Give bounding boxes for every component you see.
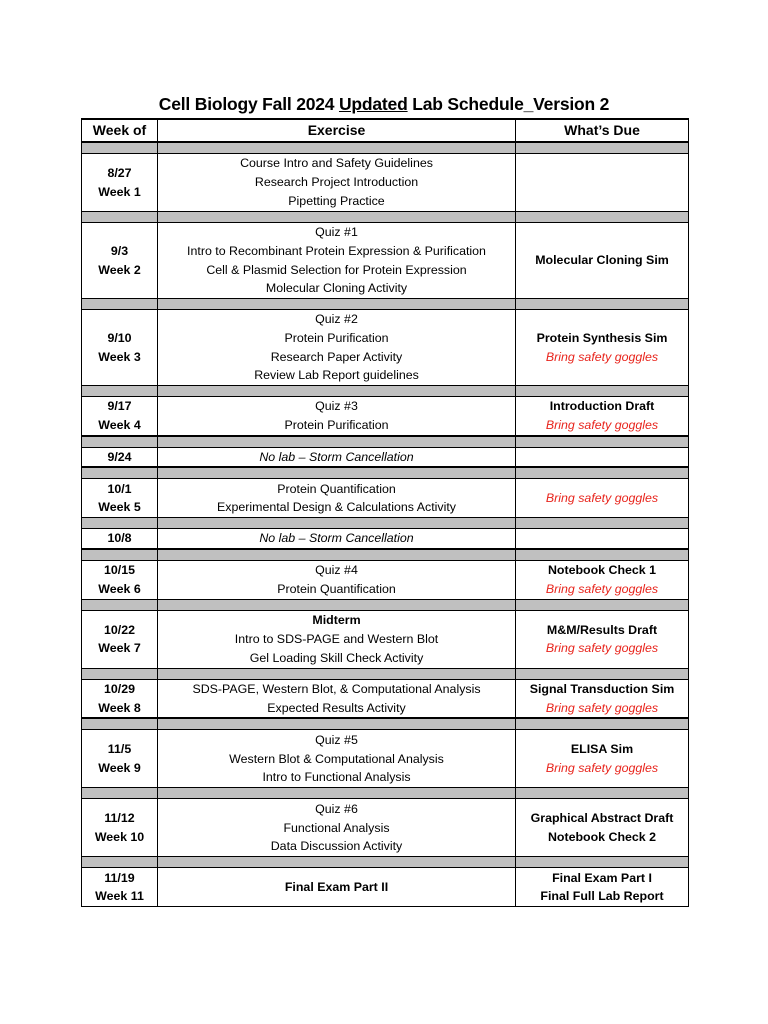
header-row xyxy=(82,119,689,142)
due-cell xyxy=(516,730,689,788)
separator-cell xyxy=(158,299,516,310)
exercise-cell xyxy=(158,560,516,599)
separator-cell xyxy=(516,436,689,448)
exercise-item: Data Discussion Activity xyxy=(270,839,403,854)
exercise-item: Intro to Recombinant Protein Expression & Purification xyxy=(187,243,486,258)
separator-cell xyxy=(82,549,158,561)
separator-cell xyxy=(516,857,689,868)
separator-cell xyxy=(158,599,516,610)
due-item: Notebook Check 1 xyxy=(547,563,657,578)
separator-row xyxy=(82,386,689,397)
separator-cell xyxy=(158,857,516,868)
due-cell xyxy=(516,397,689,436)
separator-cell xyxy=(82,467,158,479)
week-label: Week 4 xyxy=(98,417,141,432)
exercise-cancelled: No lab – Storm Cancellation xyxy=(259,449,414,464)
exercise-cell xyxy=(158,610,516,668)
exercise-cell xyxy=(158,154,516,212)
exercise-item: Course Intro and Safety Guidelines xyxy=(240,156,433,171)
table-row xyxy=(82,529,689,549)
header-week: Week of xyxy=(82,119,158,142)
week-label: Week 9 xyxy=(98,760,141,775)
separator-cell xyxy=(82,436,158,448)
separator-row xyxy=(82,857,689,868)
exercise-item: Quiz #5 xyxy=(315,732,358,747)
week-label: Week 6 xyxy=(98,581,141,596)
separator-cell xyxy=(158,212,516,223)
separator-row xyxy=(82,212,689,223)
due-cell xyxy=(516,154,689,212)
week-cell xyxy=(82,529,158,549)
title-part2: Lab Schedule_Version 2 xyxy=(407,94,610,114)
separator-cell xyxy=(516,788,689,799)
due-item: Final Full Lab Report xyxy=(540,889,664,904)
exercise-item: Review Lab Report guidelines xyxy=(254,368,419,383)
separator-row xyxy=(82,549,689,561)
due-cell xyxy=(516,310,689,386)
exercise-exam: Midterm xyxy=(312,613,361,628)
week-label: Week 3 xyxy=(98,349,141,364)
separator-cell xyxy=(516,599,689,610)
schedule-body xyxy=(82,142,689,907)
separator-cell xyxy=(158,386,516,397)
separator-cell xyxy=(82,857,158,868)
separator-cell xyxy=(516,467,689,479)
due-item: Molecular Cloning Sim xyxy=(535,253,669,268)
exercise-item: Intro to Functional Analysis xyxy=(262,770,411,785)
week-date: 10/1 xyxy=(107,481,132,496)
exercise-item: Gel Loading Skill Check Activity xyxy=(249,650,424,665)
exercise-item: Protein Quantification xyxy=(277,581,396,596)
exercise-cell xyxy=(158,799,516,857)
exercise-item: Protein Quantification xyxy=(277,481,396,496)
header-due: What’s Due xyxy=(516,119,689,142)
exercise-item: Quiz #4 xyxy=(315,563,358,578)
table-row xyxy=(82,223,689,299)
exercise-item: Research Project Introduction xyxy=(254,175,419,190)
exercise-item: Western Blot & Computational Analysis xyxy=(229,751,444,766)
due-item: Graphical Abstract Draft xyxy=(530,811,674,826)
exercise-cell xyxy=(158,529,516,549)
separator-row xyxy=(82,668,689,679)
separator-row xyxy=(82,467,689,479)
header-exercise: Exercise xyxy=(158,119,516,142)
goggles-note: Bring safety goggles xyxy=(545,349,659,364)
separator-cell xyxy=(516,212,689,223)
separator-cell xyxy=(158,142,516,154)
due-item: ELISA Sim xyxy=(570,742,634,757)
due-item: Final Exam Part I xyxy=(552,870,652,885)
week-date: 10/8 xyxy=(107,531,132,546)
due-cell xyxy=(516,679,689,718)
exercise-item: Cell & Plasmid Selection for Protein Expression xyxy=(206,262,467,277)
due-cell xyxy=(516,799,689,857)
goggles-note: Bring safety goggles xyxy=(545,760,659,775)
table-row xyxy=(82,154,689,212)
table-row xyxy=(82,310,689,386)
week-label: Week 8 xyxy=(98,700,141,715)
week-cell xyxy=(82,223,158,299)
separator-cell xyxy=(516,386,689,397)
exercise-cell xyxy=(158,310,516,386)
due-item: Introduction Draft xyxy=(549,399,655,414)
due-cell xyxy=(516,447,689,467)
due-item: Protein Synthesis Sim xyxy=(536,330,668,345)
exercise-item: SDS-PAGE, Western Blot, & Computational Analysis xyxy=(192,681,481,696)
table-row xyxy=(82,679,689,718)
exercise-item: Research Paper Activity xyxy=(270,349,403,364)
week-cell xyxy=(82,730,158,788)
exercise-item: Protein Purification xyxy=(284,330,389,345)
table-row xyxy=(82,560,689,599)
goggles-note: Bring safety goggles xyxy=(545,581,659,596)
table-row xyxy=(82,730,689,788)
table-row xyxy=(82,799,689,857)
week-cell xyxy=(82,397,158,436)
week-label: Week 5 xyxy=(98,500,141,515)
separator-row xyxy=(82,599,689,610)
separator-cell xyxy=(82,668,158,679)
exercise-item: Molecular Cloning Activity xyxy=(265,281,408,296)
page-title xyxy=(0,94,768,115)
separator-cell xyxy=(158,549,516,561)
exercise-item: Experimental Design & Calculations Activity xyxy=(217,500,456,515)
separator-cell xyxy=(516,549,689,561)
due-cell xyxy=(516,610,689,668)
separator-cell xyxy=(516,718,689,730)
exercise-cancelled: No lab – Storm Cancellation xyxy=(259,531,414,546)
separator-row xyxy=(82,436,689,448)
week-date: 10/15 xyxy=(103,563,135,578)
week-date: 10/22 xyxy=(103,622,135,637)
separator-cell xyxy=(516,299,689,310)
separator-row xyxy=(82,518,689,529)
exercise-cell xyxy=(158,223,516,299)
separator-cell xyxy=(82,599,158,610)
separator-cell xyxy=(82,788,158,799)
separator-cell xyxy=(158,788,516,799)
table-row xyxy=(82,868,689,907)
week-cell xyxy=(82,799,158,857)
separator-row xyxy=(82,299,689,310)
due-cell xyxy=(516,479,689,518)
exercise-exam: Final Exam Part II xyxy=(284,880,389,895)
week-date: 11/19 xyxy=(104,870,135,885)
separator-cell xyxy=(82,142,158,154)
exercise-item: Quiz #6 xyxy=(315,801,358,816)
week-date: 9/10 xyxy=(107,330,132,345)
table-row xyxy=(82,397,689,436)
week-label: Week 10 xyxy=(94,829,145,844)
exercise-item: Quiz #3 xyxy=(315,399,358,414)
separator-cell xyxy=(158,436,516,448)
separator-cell xyxy=(516,668,689,679)
exercise-cell xyxy=(158,479,516,518)
separator-row xyxy=(82,718,689,730)
week-cell xyxy=(82,868,158,907)
separator-cell xyxy=(82,718,158,730)
week-date: 10/29 xyxy=(103,681,135,696)
week-cell xyxy=(82,154,158,212)
week-cell xyxy=(82,560,158,599)
title-underlined: Updated xyxy=(338,94,408,114)
table-row xyxy=(82,610,689,668)
separator-row xyxy=(82,142,689,154)
due-item: Signal Transduction Sim xyxy=(529,681,675,696)
week-cell xyxy=(82,610,158,668)
due-cell xyxy=(516,223,689,299)
separator-cell xyxy=(158,518,516,529)
goggles-note: Bring safety goggles xyxy=(545,641,659,656)
separator-cell xyxy=(516,142,689,154)
goggles-note: Bring safety goggles xyxy=(545,700,659,715)
due-cell xyxy=(516,560,689,599)
week-cell xyxy=(82,310,158,386)
week-label: Week 2 xyxy=(98,262,141,277)
week-date: 11/5 xyxy=(107,742,132,757)
goggles-note: Bring safety goggles xyxy=(545,417,659,432)
table-row xyxy=(82,479,689,518)
separator-cell xyxy=(158,718,516,730)
due-cell xyxy=(516,529,689,549)
exercise-item: Expected Results Activity xyxy=(267,700,406,715)
exercise-item: Quiz #1 xyxy=(315,225,358,240)
exercise-item: Intro to SDS-PAGE and Western Blot xyxy=(234,632,439,647)
table-row xyxy=(82,447,689,467)
separator-cell xyxy=(516,518,689,529)
separator-row xyxy=(82,788,689,799)
week-date: 8/27 xyxy=(107,165,132,180)
week-date: 9/17 xyxy=(107,399,132,414)
schedule-table xyxy=(81,118,689,907)
exercise-cell xyxy=(158,730,516,788)
separator-cell xyxy=(158,467,516,479)
week-date: 9/24 xyxy=(107,449,132,464)
title-part1: Cell Biology Fall 2024 xyxy=(158,94,339,114)
separator-cell xyxy=(82,386,158,397)
week-label: Week 7 xyxy=(98,641,141,656)
exercise-item: Quiz #2 xyxy=(315,312,358,327)
separator-cell xyxy=(82,518,158,529)
week-cell xyxy=(82,479,158,518)
separator-cell xyxy=(82,299,158,310)
week-date: 9/3 xyxy=(110,243,129,258)
exercise-cell xyxy=(158,679,516,718)
exercise-item: Protein Purification xyxy=(284,417,389,432)
due-cell xyxy=(516,868,689,907)
exercise-cell xyxy=(158,397,516,436)
exercise-item: Functional Analysis xyxy=(283,820,390,835)
goggles-note: Bring safety goggles xyxy=(545,490,659,505)
due-item: M&M/Results Draft xyxy=(546,622,658,637)
week-label: Week 1 xyxy=(98,184,141,199)
exercise-cell xyxy=(158,868,516,907)
week-date: 11/12 xyxy=(104,811,135,826)
exercise-item: Pipetting Practice xyxy=(288,193,385,208)
separator-cell xyxy=(82,212,158,223)
week-cell xyxy=(82,679,158,718)
separator-cell xyxy=(158,668,516,679)
week-cell xyxy=(82,447,158,467)
exercise-cell xyxy=(158,447,516,467)
due-item: Notebook Check 2 xyxy=(547,829,657,844)
week-label: Week 11 xyxy=(95,889,144,904)
